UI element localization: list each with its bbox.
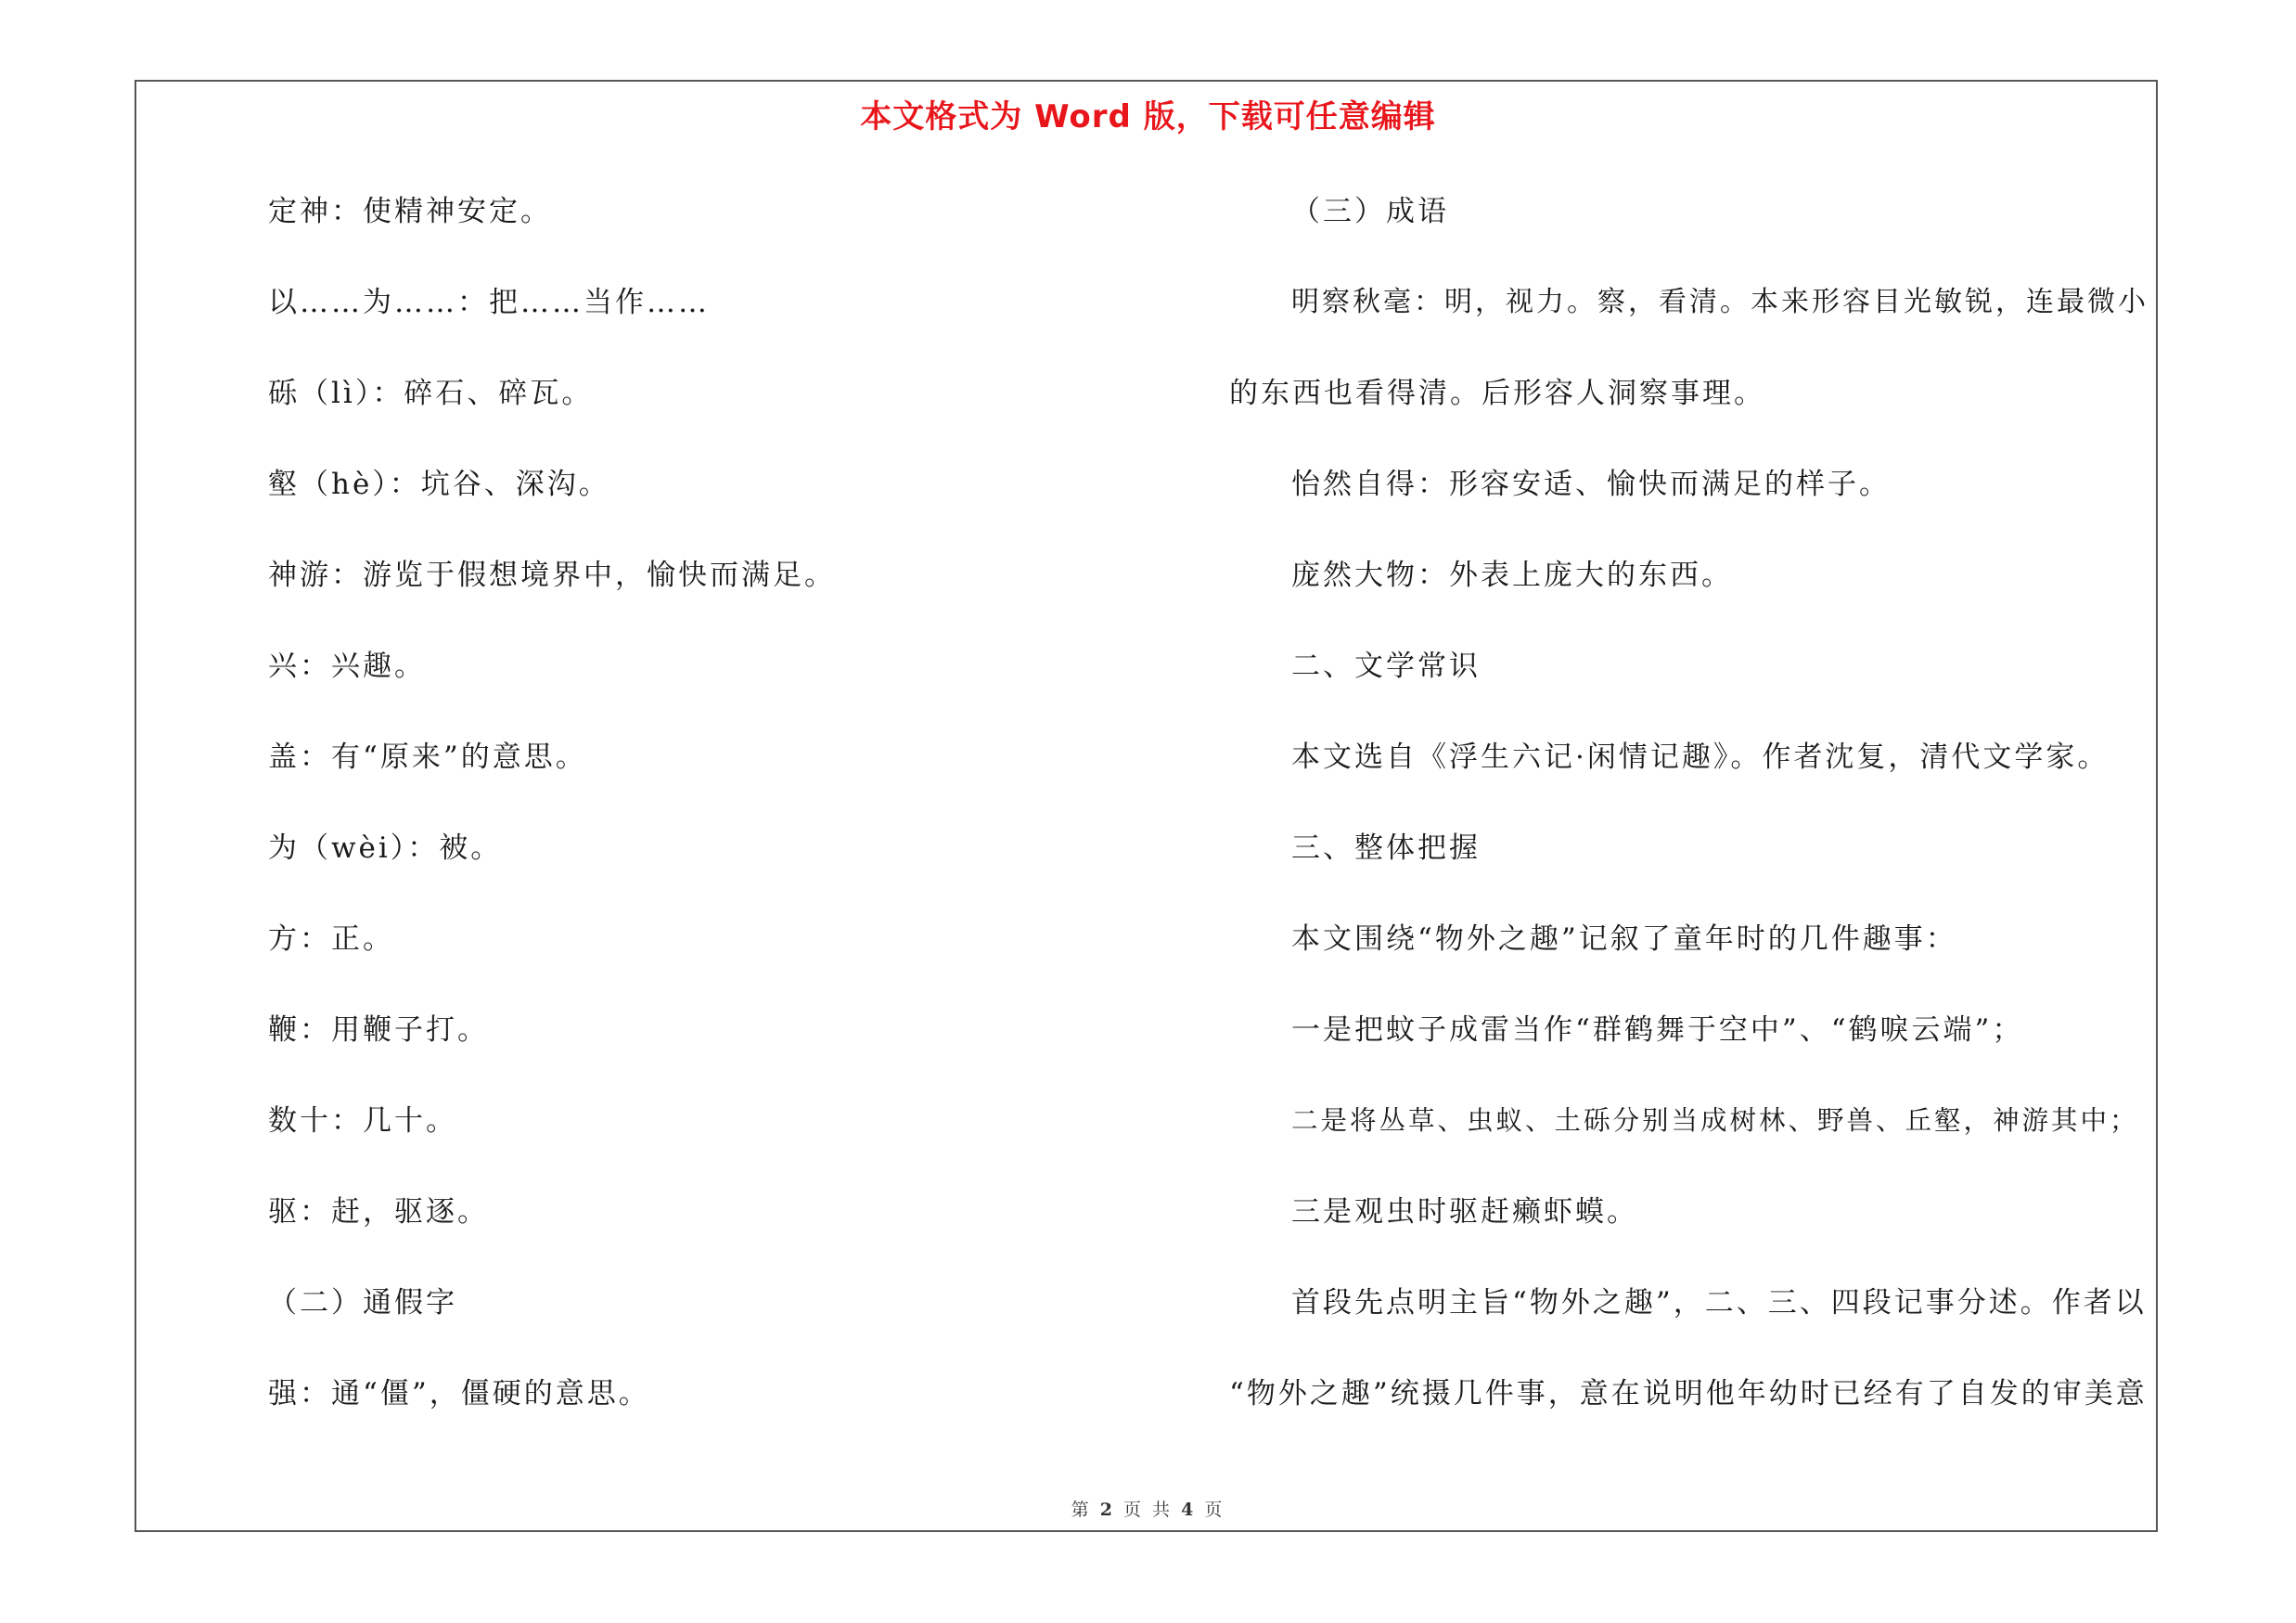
left-line: 数十：几十。 — [268, 1104, 457, 1138]
right-line: 明察秋毫：明，视力。察，看清。本来形容目光敏锐，连最微小 — [1291, 286, 2148, 318]
current-page-number: 2 — [1099, 1500, 1115, 1520]
left-line: 强：通“僵”，僵硬的意思。 — [268, 1377, 650, 1410]
right-line: 三、整体把握 — [1291, 831, 1481, 865]
left-line: 定神：使精神安定。 — [268, 195, 552, 228]
footer-middle: 页 共 — [1122, 1500, 1174, 1520]
total-page-number: 4 — [1181, 1500, 1197, 1520]
right-line: “物外之趣”统摄几件事，意在说明他年幼时已经有了自发的审美意 — [1229, 1377, 2148, 1410]
right-line: 三是观虫时驱赶癞虾蟆。 — [1291, 1195, 1638, 1229]
left-line: 方：正。 — [268, 922, 394, 956]
right-line: 本文围绕“物外之趣”记叙了童年时的几件趣事： — [1291, 922, 1957, 956]
left-line: 为（wèi）：被。 — [268, 831, 503, 865]
word-format-banner: 本文格式为 Word 版，下载可任意编辑 — [860, 98, 1436, 135]
left-line: 以……为……：把……当作…… — [268, 286, 710, 319]
footer-prefix: 第 — [1071, 1500, 1092, 1520]
right-line: 本文选自《浮生六记·闲情记趣》。作者沈复，清代文学家。 — [1291, 741, 2110, 774]
right-line: 首段先点明主旨“物外之趣”，二、三、四段记事分述。作者以 — [1291, 1286, 2147, 1320]
left-line: 兴：兴趣。 — [268, 650, 426, 683]
footer-suffix: 页 — [1204, 1500, 1225, 1520]
right-line: 的东西也看得清。后形容人洞察事理。 — [1229, 377, 1765, 410]
left-line: 神游：游览于假想境界中，愉快而满足。 — [268, 559, 836, 592]
left-line: 砾（lì）：碎石、碎瓦。 — [268, 377, 594, 410]
left-line: 壑（hè）：坑谷、深沟。 — [268, 468, 610, 501]
right-line: 二是将丛草、虫蚁、土砾分别当成树林、野兽、丘壑，神游其中； — [1291, 1105, 2139, 1136]
left-line: （二）通假字 — [268, 1286, 457, 1320]
left-line: 盖：有“原来”的意思。 — [268, 741, 587, 774]
right-line: 怡然自得：形容安适、愉快而满足的样子。 — [1291, 468, 1891, 501]
left-line: 鞭：用鞭子打。 — [268, 1013, 489, 1047]
right-line: 二、文学常识 — [1291, 650, 1481, 683]
right-line: （三）成语 — [1291, 195, 1449, 228]
page-number-footer — [0, 1496, 2296, 1521]
left-line: 驱：赶，驱逐。 — [268, 1195, 489, 1229]
right-line: 一是把蚊子成雷当作“群鹤舞于空中”、“鹤唳云端”； — [1291, 1013, 2024, 1047]
right-line: 庞然大物：外表上庞大的东西。 — [1291, 559, 1733, 592]
